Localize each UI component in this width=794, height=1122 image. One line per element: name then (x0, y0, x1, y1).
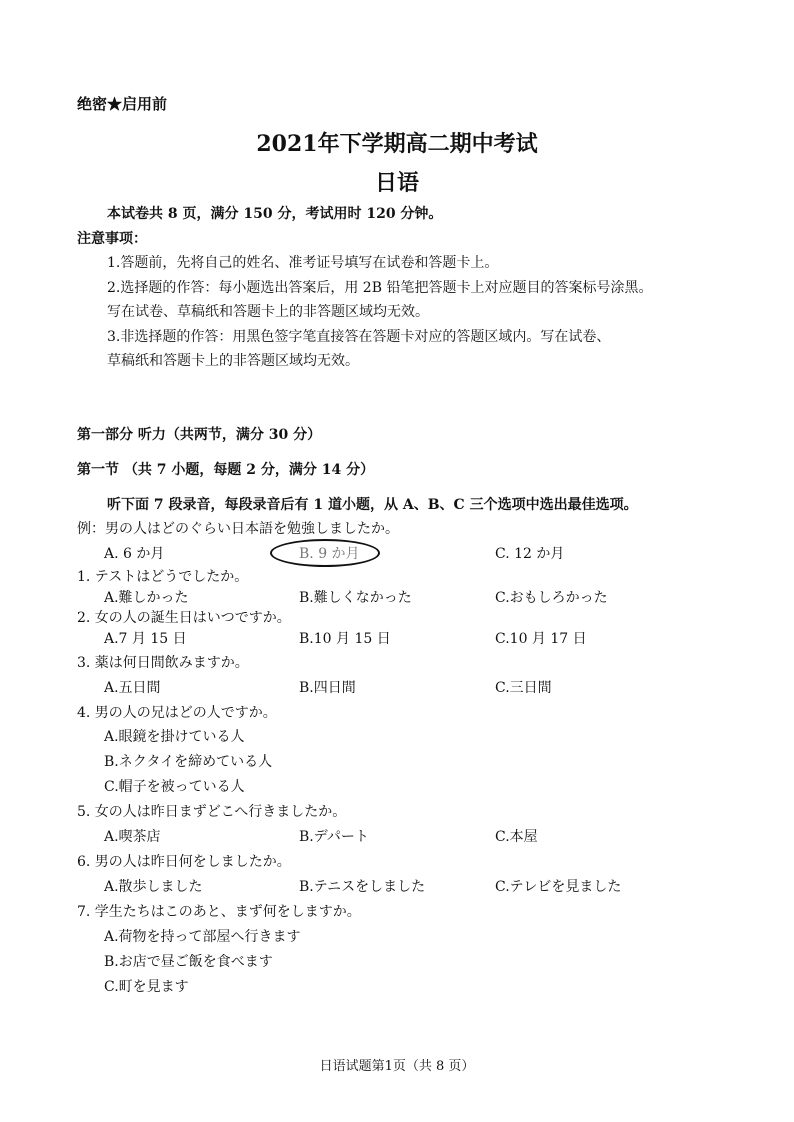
question-text: 2. 女の人の誕生日はいつですか。 (77, 610, 291, 626)
option-a: A.喫茶店 (104, 829, 161, 845)
question-text: 6. 男の人は昨日何をしましたか。 (77, 854, 291, 870)
option-b: B.テニスをしました (299, 879, 426, 895)
listening-instruction: 听下面 7 段录音，每段录音后有 1 道小题，从 A、B、C 三个选项中选出最佳选项。 (107, 497, 638, 513)
option-a: A.7 月 15 日 (104, 631, 187, 647)
option-c: C.町を見ます (104, 979, 189, 995)
example-option-a: A. 6 か月 (104, 546, 165, 562)
example-option-c: C. 12 か月 (495, 546, 565, 562)
option-c: C.本屋 (495, 829, 538, 845)
section1-heading: 第一节 （共 7 小题，每题 2 分，满分 14 分） (77, 462, 375, 478)
option-a: A.散歩しました (104, 879, 203, 895)
note-item: 1.答题前，先将自己的姓名、准考证号填写在试卷和答题卡上。 (107, 255, 499, 271)
option-b: B.デパート (299, 829, 369, 845)
question-text: 7. 学生たちはこのあと、まず何をしますか。 (77, 904, 361, 920)
question-text: 1. テストはどうでしたか。 (77, 569, 249, 585)
option-a: A.難しかった (104, 590, 189, 606)
option-a: A.五日間 (104, 680, 161, 696)
exam-title: 2021年下学期高二期中考试 (256, 131, 538, 157)
note-item: 草稿纸和答题卡上的非答题区域均无效。 (107, 353, 359, 369)
example-option-b: B. 9 か月 (299, 546, 360, 562)
option-a: A.荷物を持って部屋へ行きます (104, 929, 301, 945)
option-c: C.10 月 17 日 (495, 631, 587, 647)
option-a: A.眼鏡を掛けている人 (104, 729, 245, 745)
option-b: B.10 月 15 日 (299, 631, 391, 647)
option-c: C.帽子を被っている人 (104, 779, 245, 795)
note-item: 3.非选择题的作答：用黑色签字笔直接答在答题卡对应的答题区域内。写在试卷、 (107, 329, 611, 345)
question-text: 3. 薬は何日間飲みますか。 (77, 655, 249, 671)
option-c: C.テレビを見ました (495, 879, 622, 895)
option-c: C.三日間 (495, 680, 552, 696)
note-item: 写在试卷、草稿纸和答题卡上的非答题区域均无效。 (107, 304, 429, 320)
option-b: B.お店で昼ご飯を食べます (104, 954, 273, 970)
option-b: B.難しくなかった (299, 590, 412, 606)
question-text: 4. 男の人の兄はどの人ですか。 (77, 705, 277, 721)
exam-summary: 本试卷共 8 页，满分 150 分，考试用时 120 分钟。 (107, 206, 443, 222)
notes-heading: 注意事项： (77, 231, 147, 247)
subject-title: 日语 (374, 170, 419, 196)
page-footer: 日语试题第1页（共 8 页） (319, 1059, 475, 1074)
question-text: 5. 女の人は昨日まずどこへ行きましたか。 (77, 804, 347, 820)
option-c: C.おもしろかった (495, 590, 608, 606)
note-item: 2.选择题的作答：每小题选出答案后，用 2B 铅笔把答题卡上对应题目的答案标号涂黑。 (107, 280, 653, 296)
option-b: B.ネクタイを締めている人 (104, 754, 273, 770)
option-b: B.四日間 (299, 680, 356, 696)
part1-heading: 第一部分 听力（共两节，满分 30 分） (77, 427, 322, 443)
example-question: 例：男の人はどのぐらい日本語を勉強しましたか。 (77, 521, 399, 537)
confidential-mark: 绝密★启用前 (77, 95, 168, 113)
